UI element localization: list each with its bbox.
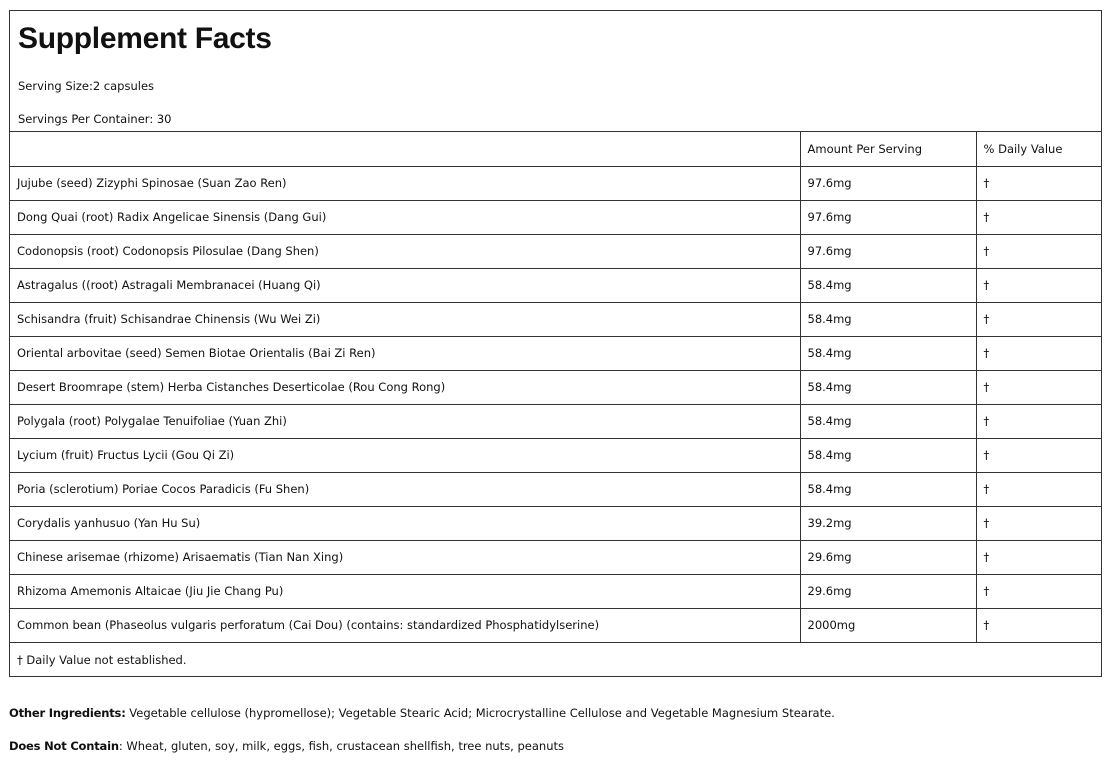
- facts-table-body: [10, 166, 1101, 642]
- ingredient-daily-value: †: [976, 404, 1101, 438]
- other-ingredients-label: Other Ingredients:: [9, 706, 126, 720]
- ingredient-name: Desert Broomrape (stem) Herba Cistanches Deserticolae (Rou Cong Rong): [10, 370, 800, 404]
- ingredient-name: Lycium (fruit) Fructus Lycii (Gou Qi Zi): [10, 438, 800, 472]
- ingredient-daily-value: †: [976, 302, 1101, 336]
- ingredient-name: Common bean (Phaseolus vulgaris perforatum (Cai Dou) (contains: standardized Phosphatidylserine): [10, 608, 800, 642]
- table-row: [10, 166, 1101, 200]
- table-row: [10, 574, 1101, 608]
- table-row: [10, 234, 1101, 268]
- ingredient-amount: 58.4mg: [800, 404, 976, 438]
- does-not-contain-text: : Wheat, gluten, soy, milk, eggs, fish, crustacean shellfish, tree nuts, peanuts: [118, 739, 564, 753]
- ingredient-name: Jujube (seed) Zizyphi Spinosae (Suan Zao Ren): [10, 166, 800, 200]
- ingredient-name: Astragalus ((root) Astragali Membranacei (Huang Qi): [10, 268, 800, 302]
- facts-table: [10, 132, 1101, 642]
- ingredient-name: Codonopsis (root) Codonopsis Pilosulae (Dang Shen): [10, 234, 800, 268]
- ingredient-amount: 2000mg: [800, 608, 976, 642]
- ingredient-daily-value: †: [976, 234, 1101, 268]
- ingredient-name: Corydalis yanhusuo (Yan Hu Su): [10, 506, 800, 540]
- ingredient-amount: 39.2mg: [800, 506, 976, 540]
- table-row: [10, 438, 1101, 472]
- facts-header: [10, 11, 1101, 132]
- ingredient-amount: 58.4mg: [800, 336, 976, 370]
- table-row: [10, 506, 1101, 540]
- ingredient-daily-value: †: [976, 574, 1101, 608]
- ingredient-amount: 97.6mg: [800, 166, 976, 200]
- ingredient-daily-value: †: [976, 506, 1101, 540]
- ingredient-daily-value: †: [976, 200, 1101, 234]
- column-header-name: [10, 132, 800, 166]
- table-row: [10, 540, 1101, 574]
- ingredient-name: Oriental arbovitae (seed) Semen Biotae Orientalis (Bai Zi Ren): [10, 336, 800, 370]
- ingredient-daily-value: †: [976, 472, 1101, 506]
- ingredient-daily-value: †: [976, 268, 1101, 302]
- ingredient-name: Poria (sclerotium) Poriae Cocos Paradicis (Fu Shen): [10, 472, 800, 506]
- ingredient-amount: 29.6mg: [800, 574, 976, 608]
- ingredient-amount: 58.4mg: [800, 268, 976, 302]
- table-row: [10, 370, 1101, 404]
- ingredient-daily-value: †: [976, 608, 1101, 642]
- ingredient-name: Rhizoma Amemonis Altaicae (Jiu Jie Chang Pu): [10, 574, 800, 608]
- ingredient-amount: 58.4mg: [800, 370, 976, 404]
- ingredient-amount: 58.4mg: [800, 302, 976, 336]
- ingredient-name: Polygala (root) Polygalae Tenuifoliae (Yuan Zhi): [10, 404, 800, 438]
- table-row: [10, 608, 1101, 642]
- page-title: Supplement Facts: [18, 22, 272, 55]
- does-not-contain-label: Does Not Contain: [9, 739, 119, 753]
- does-not-contain: [9, 739, 564, 753]
- ingredient-daily-value: †: [976, 438, 1101, 472]
- other-ingredients-text: Vegetable cellulose (hypromellose); Vegetable Stearic Acid; Microcrystalline Cellulose and Vegetable Magnesium Stearate.: [125, 706, 835, 720]
- ingredient-daily-value: †: [976, 336, 1101, 370]
- other-ingredients: [9, 706, 835, 720]
- ingredient-name: Schisandra (fruit) Schisandrae Chinensis (Wu Wei Zi): [10, 302, 800, 336]
- ingredient-amount: 97.6mg: [800, 200, 976, 234]
- ingredient-amount: 29.6mg: [800, 540, 976, 574]
- ingredient-name: Dong Quai (root) Radix Angelicae Sinensis (Dang Gui): [10, 200, 800, 234]
- table-row: [10, 472, 1101, 506]
- ingredient-name: Chinese arisemae (rhizome) Arisaematis (Tian Nan Xing): [10, 540, 800, 574]
- servings-per-container: Servings Per Container: 30: [18, 112, 172, 126]
- column-header-amount: Amount Per Serving: [800, 132, 976, 166]
- ingredient-daily-value: †: [976, 370, 1101, 404]
- table-row: [10, 336, 1101, 370]
- table-row: [10, 302, 1101, 336]
- table-row: [10, 200, 1101, 234]
- ingredient-amount: 58.4mg: [800, 438, 976, 472]
- table-row: [10, 268, 1101, 302]
- column-header-daily-value: % Daily Value: [976, 132, 1101, 166]
- ingredient-daily-value: †: [976, 166, 1101, 200]
- table-header-row: [10, 132, 1101, 166]
- ingredient-amount: 97.6mg: [800, 234, 976, 268]
- ingredient-daily-value: †: [976, 540, 1101, 574]
- serving-size: Serving Size:2 capsules: [18, 79, 155, 93]
- ingredient-amount: 58.4mg: [800, 472, 976, 506]
- supplement-facts-panel: [9, 10, 1102, 677]
- table-row: [10, 404, 1101, 438]
- daily-value-note: † Daily Value not established.: [10, 642, 1101, 676]
